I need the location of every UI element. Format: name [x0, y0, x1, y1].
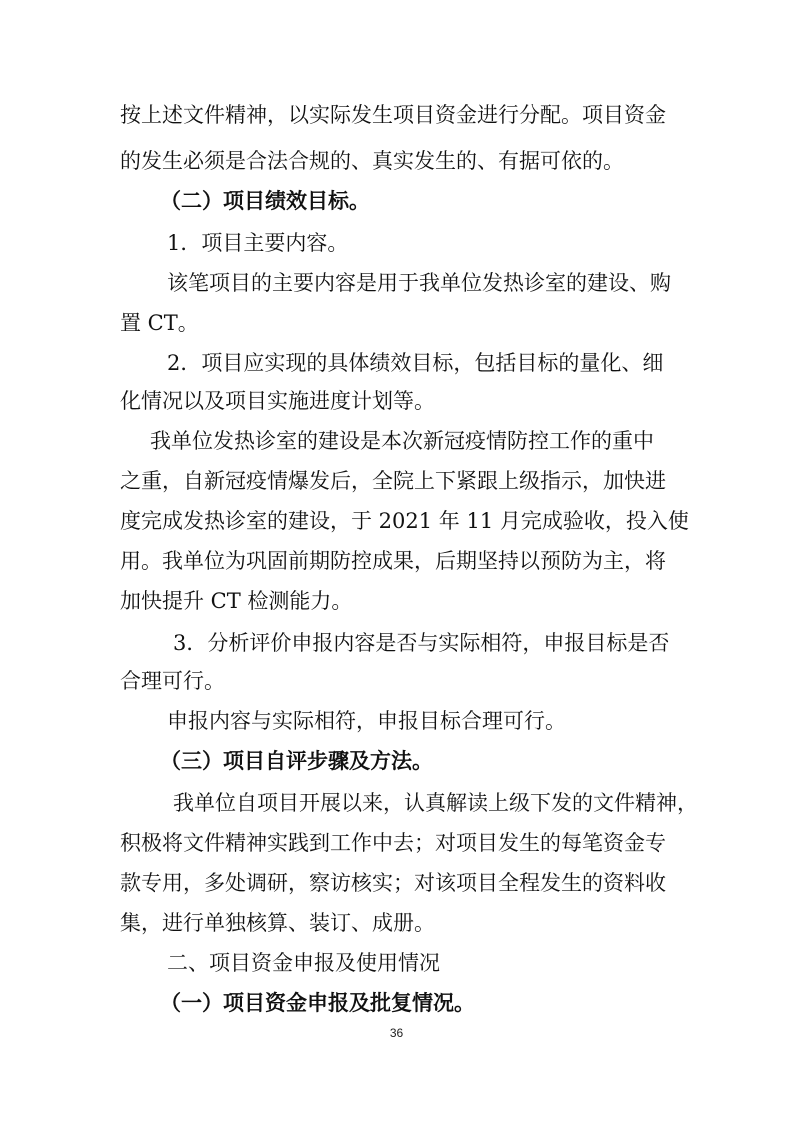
paragraph-line: 款专用，多处调研，察访核实；对该项目全程发生的资料收	[120, 871, 666, 895]
paragraph-line: 加快提升 CT 检测能力。	[120, 589, 353, 613]
paragraph-line: 化情况以及项目实施进度计划等。	[120, 389, 435, 413]
paragraph-line: 1．项目主要内容。	[167, 231, 349, 255]
paragraph-line: 按上述文件精神，以实际发生项目资金进行分配。项目资金	[120, 103, 666, 127]
paragraph-line: 之重，自新冠疫情爆发后，全院上下紧跟上级指示，加快进	[120, 469, 666, 493]
paragraph-line: 申报内容与实际相符，申报目标合理可行。	[167, 709, 566, 733]
paragraph-line: 用。我单位为巩固前期防控成果，后期坚持以预防为主，将	[120, 549, 666, 573]
paragraph-line: 该笔项目的主要内容是用于我单位发热诊室的建设、购	[167, 271, 671, 295]
paragraph-line: 3．分析评价申报内容是否与实际相符，申报目标是否	[173, 631, 670, 655]
section-heading: （一）项目资金申报及批复情况。	[160, 991, 475, 1015]
paragraph-line: 置 CT。	[120, 311, 199, 335]
paragraph-line: 我单位发热诊室的建设是本次新冠疫情防控工作的重中	[150, 429, 654, 453]
page-number: 36	[389, 1026, 404, 1040]
paragraph-line: 2．项目应实现的具体绩效目标，包括目标的量化、细	[167, 351, 664, 375]
section-heading: （三）项目自评步骤及方法。	[160, 749, 433, 773]
chapter-heading: 二、项目资金申报及使用情况	[167, 951, 440, 975]
paragraph-line: 度完成发热诊室的建设，于 2021 年 11 月完成验收，投入使	[120, 509, 689, 533]
paragraph-line: 积极将文件精神实践到工作中去；对项目发生的每笔资金专	[120, 831, 666, 855]
paragraph-line: 合理可行。	[120, 669, 225, 693]
paragraph-line: 集，进行单独核算、装订、成册。	[120, 911, 435, 935]
section-heading: （二）项目绩效目标。	[160, 189, 370, 213]
paragraph-line: 的发生必须是合法合规的、真实发生的、有据可依的。	[120, 149, 624, 173]
paragraph-line: 我单位自项目开展以来，认真解读上级下发的文件精神，	[173, 791, 698, 815]
